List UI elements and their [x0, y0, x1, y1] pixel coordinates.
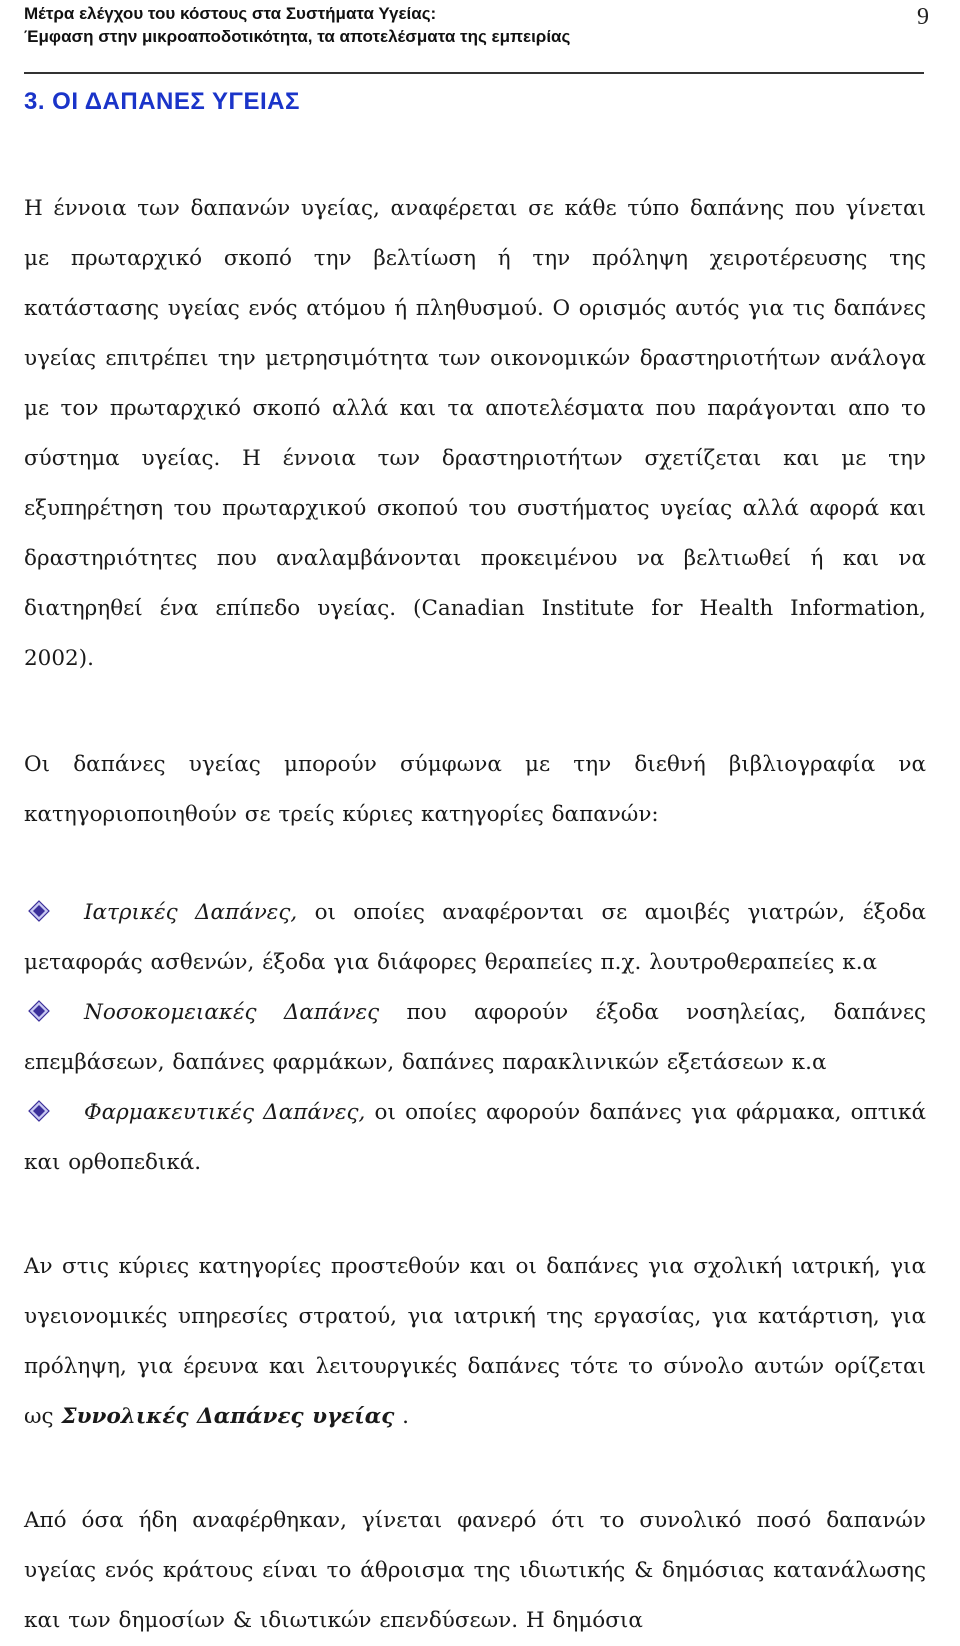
paragraph-total-expenses [24, 1242, 926, 1442]
paragraph-text: Οι δαπάνες υγείας μπορούν σύμφωνα με την διεθνή βιβλιογραφία να κατηγοριοποιηθούν σε τρείς κύριες κατηγορίες δαπανών: [24, 752, 926, 827]
running-title-line-2: Έμφαση στην μικροαποδοτικότητα, τα αποτελέσματα της εμπειρίας [24, 27, 571, 46]
list-item-medical-expenses [24, 888, 926, 988]
list-item-text: οι οποίες αφορούν δαπάνες για φάρμακα, οπτικά και ορθοπεδικά. [24, 1100, 926, 1175]
list-item-term: Φαρμακευτικές Δαπάνες, [84, 1100, 366, 1125]
paragraph-text-after: . [394, 1404, 410, 1429]
list-item-text: οι οποίες αναφέρονται σε αμοιβές γιατρών, έξοδα μεταφοράς ασθενών, έξοδα για διάφορες θεραπείες π.χ. λουτροθεραπείες κ.α [24, 900, 926, 975]
paragraph-text: Η έννοια των δαπανών υγείας, αναφέρεται σε κάθε τύπο δαπάνης που γίνεται με πρωταρχικό σκοπό την βελτίωση ή την πρόληψη χειροτέρευσης της κατάστασης υγείας ενός ατόμου ή πληθυσμού. Ο ορισμός αυτός για τις δαπάνες υγείας επιτρέπει την μετρησιμότητα των οικονομικών δραστηριοτήτων ανάλογα με τον πρωταρχικό σκοπό αλλά και τα αποτελέσματα που παράγονται απο το σύστημα υγείας. Η έννοια των δραστηριοτήτων σχετίζεται και με την εξυπηρέτηση του πρωταρχικού σκοπού του συστήματος υγείας αλλά αφορά και δραστηριότητες που αναλαμβάνονται προκειμένου να βελτιωθεί ή και να διατηρηθεί ένα επίπεδο υγείας. (Canadian Institute for Health Information, 2002). [24, 196, 926, 671]
paragraph-text: Από όσα ήδη αναφέρθηκαν, γίνεται φανερό ότι το συνολικό ποσό δαπανών υγείας ενός κράτους είναι το άθροισμα της ιδιωτικής & δημόσιας κατανάλωσης και των δημοσίων & ιδιωτικών επενδύσεων. Η δημόσια [24, 1508, 926, 1633]
list-item-hospital-expenses [24, 988, 926, 1088]
total-health-expenses-term: Συνολικές Δαπάνες υγείας [61, 1404, 395, 1429]
page-number: 9 [917, 4, 929, 30]
page-header [24, 0, 929, 76]
paragraph-text [24, 1242, 926, 1442]
list-item-term: Νοσοκομειακές Δαπάνες [84, 1000, 380, 1025]
running-title [24, 0, 924, 48]
paragraph-definition [24, 184, 926, 684]
diamond-bullet-icon [28, 1000, 50, 1022]
list-item-term: Ιατρικές Δαπάνες, [84, 900, 298, 925]
running-title-line-1: Μέτρα ελέγχου του κόστους στα Συστήματα Υγείας: [24, 4, 437, 23]
category-list [24, 888, 926, 1188]
header-rule [24, 72, 924, 74]
diamond-bullet-icon [28, 1100, 50, 1122]
list-item-text: που αφορούν έξοδα νοσηλείας, δαπάνες επεμβάσεων, δαπάνες φαρμάκων, δαπάνες παρακλινικών εξετάσεων κ.α [24, 1000, 927, 1075]
diamond-bullet-icon [28, 900, 50, 922]
paragraph-summary [24, 1496, 926, 1646]
section-heading: 3. ΟΙ ΔΑΠΑΝΕΣ ΥΓΕΙΑΣ [24, 88, 300, 115]
paragraph-text-before: Αν στις κύριες κατηγορίες προστεθούν και οι δαπάνες για σχολική ιατρική, για υγειονομικές υπηρεσίες στρατού, για ιατρική της εργασίας, για κατάρτιση, για πρόληψη, για έρευνα και λειτουργικές δαπάνες τότε το σύνολο αυτών ορίζεται ως [24, 1254, 926, 1429]
list-item-pharmaceutical-expenses [24, 1088, 926, 1188]
paragraph-categories-intro [24, 740, 926, 840]
